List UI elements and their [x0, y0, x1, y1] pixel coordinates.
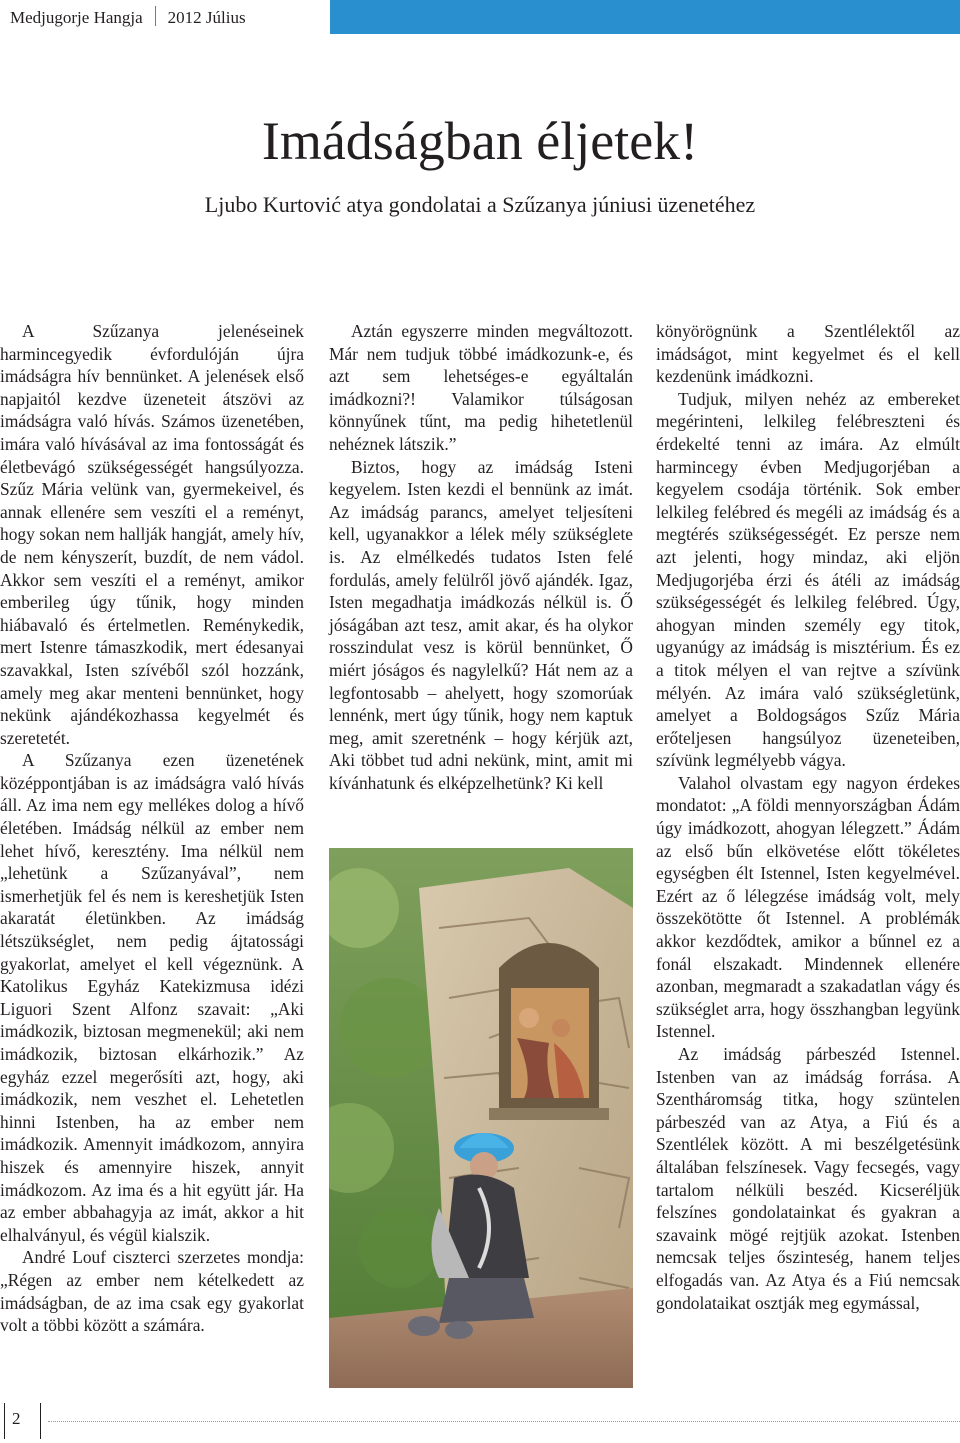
header-divider — [155, 6, 156, 26]
page-footer — [0, 1403, 960, 1443]
text-column-1 — [0, 320, 304, 1337]
article-title: Imádságban éljetek! — [261, 111, 699, 171]
article-subtitle: Ljubo Kurtović atya gondolatai a Szűzanya júniusi üzenetéhez — [204, 192, 756, 217]
page-number-rule-left — [4, 1403, 5, 1439]
page-number: 2 — [12, 1409, 21, 1428]
paragraph: Tudjuk, milyen nehéz az embereket megérinteni, lelkileg felébreszteni és érdekelté tenni az imára. Az elmúlt harmincegy évben Medjugorjéban a kegyelem csodája történik. Sok ember lelkileg felébred és megéli az imádság és a megtérés szükségességét. Ez persze nem azt jelenti, hogy mindaz, aki eljön Medjugorjéba érzi és átéli az imádság szükségességét és lelkileg felébred. Úgy, ahogyan minden személy egy titok, ugyanúgy az imádság is misztérium. És ez a titok mélyen el van rejtve a szívünk mélyén. Az imára való szükségletünk, amelyet a Boldogságos Szűz Mária erőteljesen hangsúlyoz üzeneteiben, szívünk legmélyebb vágya. — [656, 388, 960, 771]
paragraph: A Szűzanya jelenéseinek harmincegyedik évfordulóján újra imádságra hív bennünket. A jelenések első napjaitól kezdve üzeneteit átszövi az imádságra való hívás. Számos üzenetében, imára való hívásával az ima fontosságát és életbevágó szükségességét hangsúlyozza. Szűz Mária velünk van, gyermekeivel, és annak ellenére sem veszíti el a reményt, hogy sokan nem hallják hangját, amely hív, de nem kényszerít, buzdít, de nem vádol. Akkor sem veszíti el a reményt, amikor emberileg úgy tűnik, hogy minden hiábavaló és értelmetlen. Reménykedik, mert Istenre támaszkodik, mert édesanyai szavakkal, Isten szívéből szól hozzánk, amely meg akar menteni bennünket, hogy nekünk ajándékozhassa kegyelmét és szeretetét. — [0, 321, 304, 748]
paragraph: Az imádság párbeszéd Istennel. Istenben van az imádság forrása. A Szentháromság titka, hogy szüntelen párbeszéd van az Atya, a Fiú és a Szentlélek között. A mi beszélgetésünk általában felszínesek. Vagy fecsegés, vagy tartalom nélküli beszéd. Kicseréljük felszínes gondolatainkat és gyakran a szavaink mögé rejtjük azokat. Istenben nemcsak teljes őszinteség, hanem teljes elfogadás van. Az Atya és a Fiú nemcsak gondolataikat osztják meg egymással, — [656, 1044, 960, 1313]
issue-date: 2012 Július — [167, 8, 246, 27]
article-photo — [329, 848, 633, 1388]
paragraph: Aztán egyszerre minden megváltozott. Már nem tudjuk többé imádkozunk-e, és azt sem lehetséges-e egyáltalán imádkozni?! Valamikor túlságosan könnyűnek tűnt, ma pedig hihetetlenül nehéznek látszik.” — [329, 321, 633, 454]
paragraph: A Szűzanya ezen üzenetének középpontjában is az imádságra való hívás áll. Az ima nem egy mellékes dolog a hívő életében. Imádság nélkül az ember nem lehet hívő, keresztény. Ima nélkül nem „lehetünk a Szűzanyával”, nem ismerhetjük fel és nem is kereshetjük Isten akaratát életünkben. Az imádság létszükséglet, nem pedig ájtatossági gyakorlat, amelyet el kell végeznünk. A Katolikus Egyház Katekizmusa idézi Liguori Szent Alfonz szavait: „Aki imádkozik, biztosan megmenekül; aki nem imádkozik, biztosan elkárhozik.” Az egyház ezzel megerősíti azt, hogy, aki imádkozik, nem veszhet el. Lehetetlen hinni Istenben, ha az ember nem imádkozik. Amennyit imádkozom, annyira hiszek és amennyire hiszek, annyit imádkozom. Az ima és a hit együtt jár. Ha az ember abbahagyja az imát, akkor a hit elhalványul, és végül kialszik. — [0, 750, 304, 1245]
running-head — [10, 6, 246, 28]
paragraph: Valahol olvastam egy nagyon érdekes mondatot: „A földi mennyországban Ádám úgy imádkozott, ahogyan lélegzett.” Ádám az első bűn elkövetése előtt tökéletes egységben élt Istennel, Isten kegyelmével. Ezért az ő lélegzése imádság volt, mely összekötötte őt Istennel. A problémák akkor kezdődtek, amikor a bűnnel ez a fonál elszakadt. Mindennek ellenére azonban, megmaradt a szakadatlan vágy és szükséglet arra, hogy összhangban legyünk Istennel. — [656, 772, 960, 1042]
page-header — [0, 0, 960, 34]
footer-dotted-line — [48, 1421, 960, 1422]
header-accent-bar — [330, 0, 960, 34]
magazine-name: Medjugorje Hangja — [10, 8, 143, 27]
page-number-rule-right — [40, 1403, 41, 1439]
text-column-3 — [656, 320, 960, 1314]
paragraph: Biztos, hogy az imádság Isteni kegyelem. Isten kezdi el bennünk az imát. Az imádság parancs, amelyet teljesíteni kell, ugyanakkor a lélek mély szükséglete is. Az elmélkedés tudatos Isten felé fordulás, amely felülről jövő ajándék. Igaz, Isten megadhatja imádkozás nélkül is. Ő jóságában azt tesz, amit akar, és ha olykor rosszindulat vesz is körül bennünket, Ő miért jóságos és nagylelkű? Hát nem az a legfontosabb – ahelyett, hogy szomorúak lennénk, mert úgy tűnik, hogy nem kaptuk meg, amit szeretnénk – hogy kérjük azt, Aki többet tud adni nekünk, mint, amit mi kívánhatunk és elképzelhetünk? Ki kell — [329, 456, 633, 793]
shrine-photo-illustration — [329, 848, 633, 1388]
paragraph: André Louf ciszterci szerzetes mondja: „Régen az ember nem kételkedett az imádságban, de az ima csak egy gyakorlat volt a többi között a számára. — [0, 1247, 304, 1336]
paragraph: könyörögnünk a Szentlélektől az imádságot, mint kegyelmet és el kell kezdenünk imádkozni. — [656, 321, 960, 387]
text-column-2 — [329, 320, 633, 794]
